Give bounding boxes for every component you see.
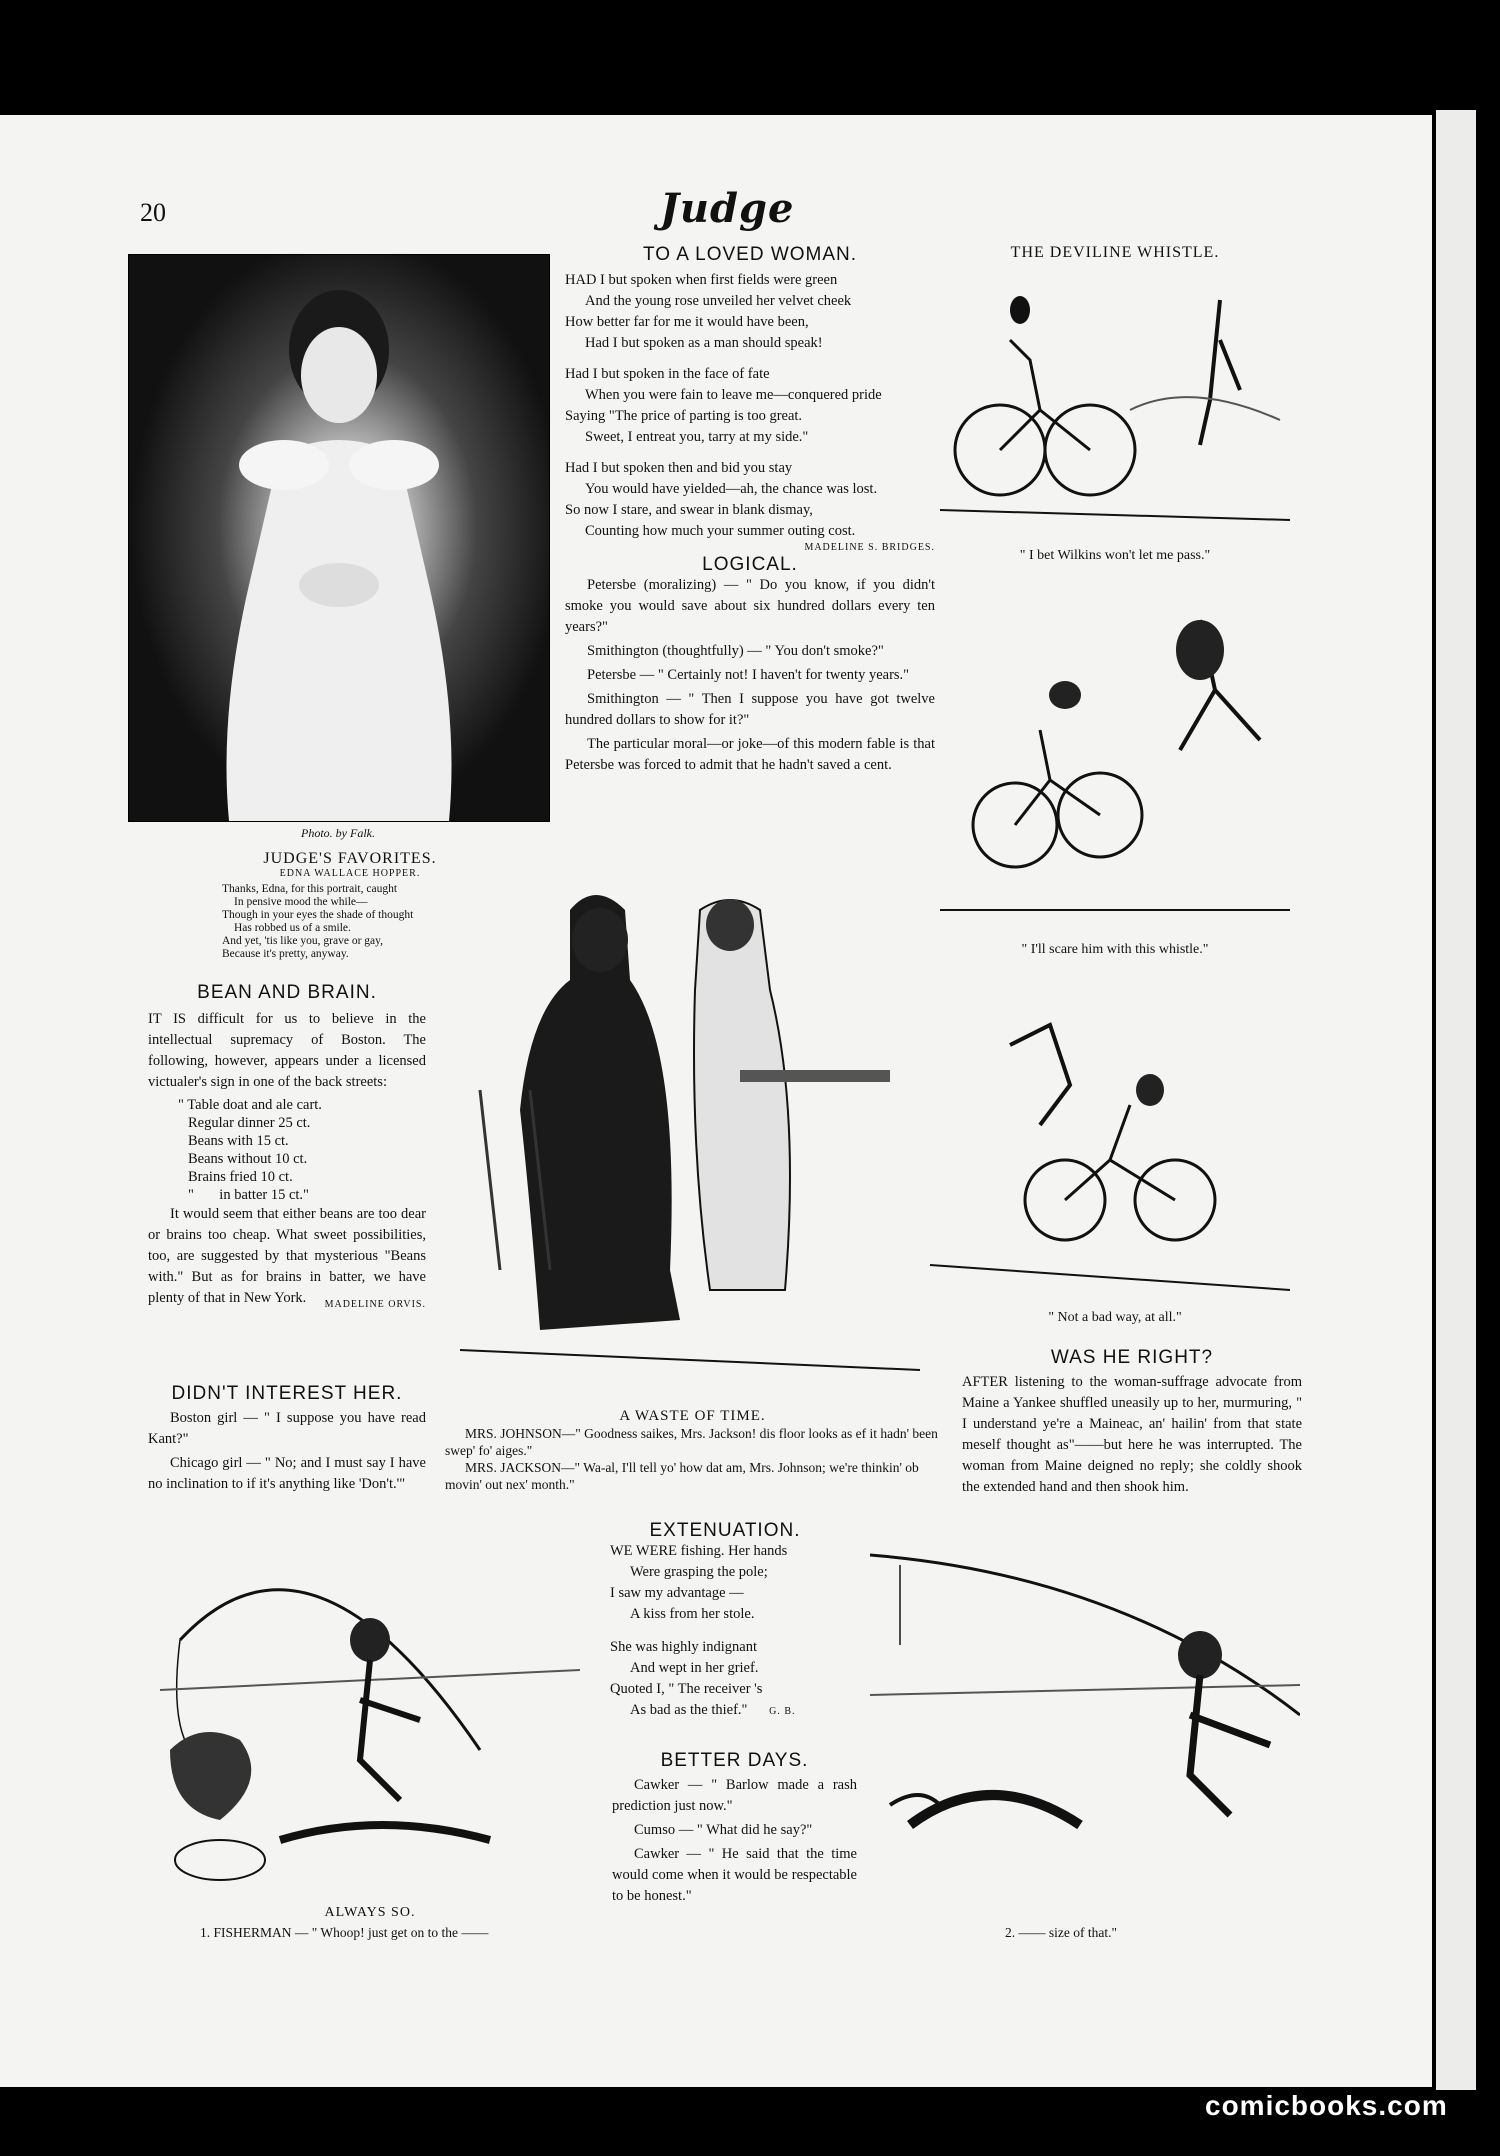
was-he-right-text: AFTER listening to the woman-suffrage advocate from Maine a Yankee shuffled uneasily up to her, murmuring, " I understand ye're a Maineac, an' hailin' from that state meself thought as"——but here he was interrupted. The woman from Maine deigned no reply; she coldly shook the extended hand and then shook him. xyxy=(962,1374,1302,1495)
verse-line: Has robbed us of a smile. xyxy=(234,922,351,934)
next-page-edge xyxy=(1436,110,1476,2090)
favorites-subject: EDNA WALLACE HOPPER. xyxy=(279,868,421,879)
logical-paragraph: Petersbe — " Certainly not! I haven't for twenty years." xyxy=(587,667,910,683)
deviline-title: THE DEVILINE WHISTLE. xyxy=(1010,244,1220,261)
verse-line: Thanks, Edna, for this portrait, caught xyxy=(222,883,398,895)
always-so-caption-1: 1. FISHERMAN — " Whoop! just get on to the —— xyxy=(200,1925,489,1940)
didnt-interest-paragraph: Boston girl — " I suppose you have read Kant?" xyxy=(148,1410,426,1447)
cyclist-illustration-2 xyxy=(940,590,1290,930)
fisherman-illustration-1 xyxy=(160,1520,580,1900)
verse-line: HAD I but spoken when first fields were green xyxy=(565,272,838,288)
fisherman-illustration-2 xyxy=(870,1545,1300,1895)
verse-line: She was highly indignant xyxy=(610,1639,758,1655)
didnt-interest-title: DIDN'T INTEREST HER. xyxy=(171,1383,403,1404)
logical-paragraph: The particular moral—or joke—of this modern fable is that Petersbe was forced to admit that he hadn't saved a cent. xyxy=(565,736,935,773)
waste-line: MRS. JOHNSON—" Goodness saikes, Mrs. Jackson! dis floor looks as ef it hadn' been swep' fo' aiges." xyxy=(445,1426,938,1458)
deviline-caption-3: " Not a bad way, at all." xyxy=(1048,1310,1182,1325)
was-he-right-block xyxy=(962,1347,1302,1501)
menu-line: Regular dinner 25 ct. xyxy=(188,1115,311,1131)
loved-woman-verse xyxy=(565,270,935,542)
verse-line: Had I but spoken as a man should speak! xyxy=(585,335,823,351)
verse-line: WE WERE fishing. Her hands xyxy=(610,1543,788,1559)
favorites-title: JUDGE'S FAVORITES. xyxy=(263,850,437,867)
verse-line: Had I but spoken then and bid you stay xyxy=(565,460,793,476)
cyclist-illustration-3 xyxy=(930,985,1290,1305)
verse-line: I saw my advantage — xyxy=(610,1585,744,1601)
loved-woman-title: TO A LOVED WOMAN. xyxy=(642,244,858,265)
loved-woman-author: MADELINE S. BRIDGES. xyxy=(804,542,935,553)
bean-brain-block xyxy=(148,982,426,1315)
waste-block xyxy=(445,1408,940,1493)
bean-brain-outro: It would seem that either beans are too dear or brains too cheap. What sweet possibilities, too, are suggested by that mysterious "Beans with." But as for brains in batter, we have plenty of that in New York. xyxy=(148,1206,426,1306)
verse-line: And wept in her grief. xyxy=(630,1660,759,1676)
better-days-paragraph: Cumso — " What did he say?" xyxy=(634,1822,813,1838)
better-days-paragraph: Cawker — " Barlow made a rash prediction just now." xyxy=(612,1777,857,1814)
deviline-caption-1: " I bet Wilkins won't let me pass." xyxy=(1019,548,1211,563)
logical-block xyxy=(565,554,935,779)
page-number: 20 xyxy=(140,198,166,227)
menu-line: " in batter 15 ct." xyxy=(188,1187,309,1203)
was-he-right-title: WAS HE RIGHT? xyxy=(1050,1347,1214,1368)
verse-line-text: As bad as the thief." xyxy=(630,1702,748,1718)
verse-line: Had I but spoken in the face of fate xyxy=(565,366,770,382)
bean-brain-author: MADELINE ORVIS. xyxy=(324,1299,426,1310)
loved-woman-block xyxy=(565,244,935,553)
bean-brain-intro: IT IS difficult for us to believe in the intellectual supremacy of Boston. The following, however, appears under a licensed victualer's sign in one of the back streets: xyxy=(148,1011,426,1090)
verse-line: Sweet, I entreat you, tarry at my side." xyxy=(585,429,809,445)
verse-line: How better far for me it would have been, xyxy=(565,314,809,330)
didnt-interest-block xyxy=(148,1383,426,1498)
didnt-interest-paragraph: Chicago girl — " No; and I must say I have no inclination to if it's anything like 'Don't.'" xyxy=(148,1455,426,1492)
verse-line: A kiss from her stole. xyxy=(630,1606,755,1622)
verse-line: Quoted I, " The receiver 's xyxy=(610,1681,763,1697)
verse-line: Were grasping the pole; xyxy=(630,1564,768,1580)
logical-paragraph: Smithington (thoughtfully) — " You don't smoke?" xyxy=(587,643,884,659)
verse-line: Though in your eyes the shade of thought xyxy=(222,909,414,921)
bean-brain-menu xyxy=(148,1096,426,1204)
verse-line: Counting how much your summer outing cost. xyxy=(585,523,856,539)
extenuation-block xyxy=(610,1520,860,1722)
better-days-title: BETTER DAYS. xyxy=(660,1750,809,1771)
verse-line: And the young rose unveiled her velvet cheek xyxy=(585,293,852,309)
photo-credit: Photo. by Falk. xyxy=(301,826,375,840)
portrait-photo xyxy=(128,254,550,822)
always-so-caption-2: 2. —— size of that." xyxy=(1005,1925,1117,1940)
better-days-block xyxy=(612,1750,857,1910)
masthead: Judge xyxy=(660,185,795,232)
verse-line: Because it's pretty, anyway. xyxy=(222,948,349,960)
extenuation-author: G. B. xyxy=(769,1706,796,1717)
verse-line: And yet, 'tis like you, grave or gay, xyxy=(222,935,384,947)
verse-line xyxy=(610,1700,860,1722)
waste-line: MRS. JACKSON—" Wa-al, I'll tell yo' how dat am, Mrs. Johnson; we're thinkin' ob movin' out nex' month." xyxy=(445,1460,919,1492)
verse-line: So now I stare, and swear in blank dismay, xyxy=(565,502,813,518)
better-days-paragraph: Cawker — " He said that the time would come when it would be respectable to be honest." xyxy=(612,1846,857,1904)
menu-line: Beans with 15 ct. xyxy=(188,1133,289,1149)
verse-line: When you were fain to leave me—conquered pride xyxy=(585,387,882,403)
bean-brain-title: BEAN AND BRAIN. xyxy=(197,982,377,1003)
logical-title: LOGICAL. xyxy=(702,554,798,575)
waste-title: A WASTE OF TIME. xyxy=(619,1408,766,1424)
portrait-figure xyxy=(129,255,549,821)
menu-line: Brains fried 10 ct. xyxy=(188,1169,293,1185)
logical-paragraph: Smithington — " Then I suppose you have got twelve hundred dollars to show for it?" xyxy=(565,691,935,728)
extenuation-title: EXTENUATION. xyxy=(649,1520,801,1541)
cyclist-illustration-1 xyxy=(940,270,1290,540)
two-women-illustration xyxy=(440,850,930,1410)
menu-line: Beans without 10 ct. xyxy=(188,1151,308,1167)
verse-line: In pensive mood the while— xyxy=(234,896,368,908)
menu-line: " Table doat and ale cart. xyxy=(178,1097,322,1113)
always-so-title: ALWAYS SO. xyxy=(324,1905,416,1920)
verse-line: You would have yielded—ah, the chance was lost. xyxy=(585,481,878,497)
logical-paragraph: Petersbe (moralizing) — " Do you know, if you didn't smoke you would save about six hundred dollars every ten years?" xyxy=(565,577,935,635)
deviline-caption-2: " I'll scare him with this whistle." xyxy=(1021,942,1209,957)
verse-line: Saying "The price of parting is too great. xyxy=(565,408,803,424)
watermark-logo: comicbooks.com xyxy=(1205,2090,1448,2121)
